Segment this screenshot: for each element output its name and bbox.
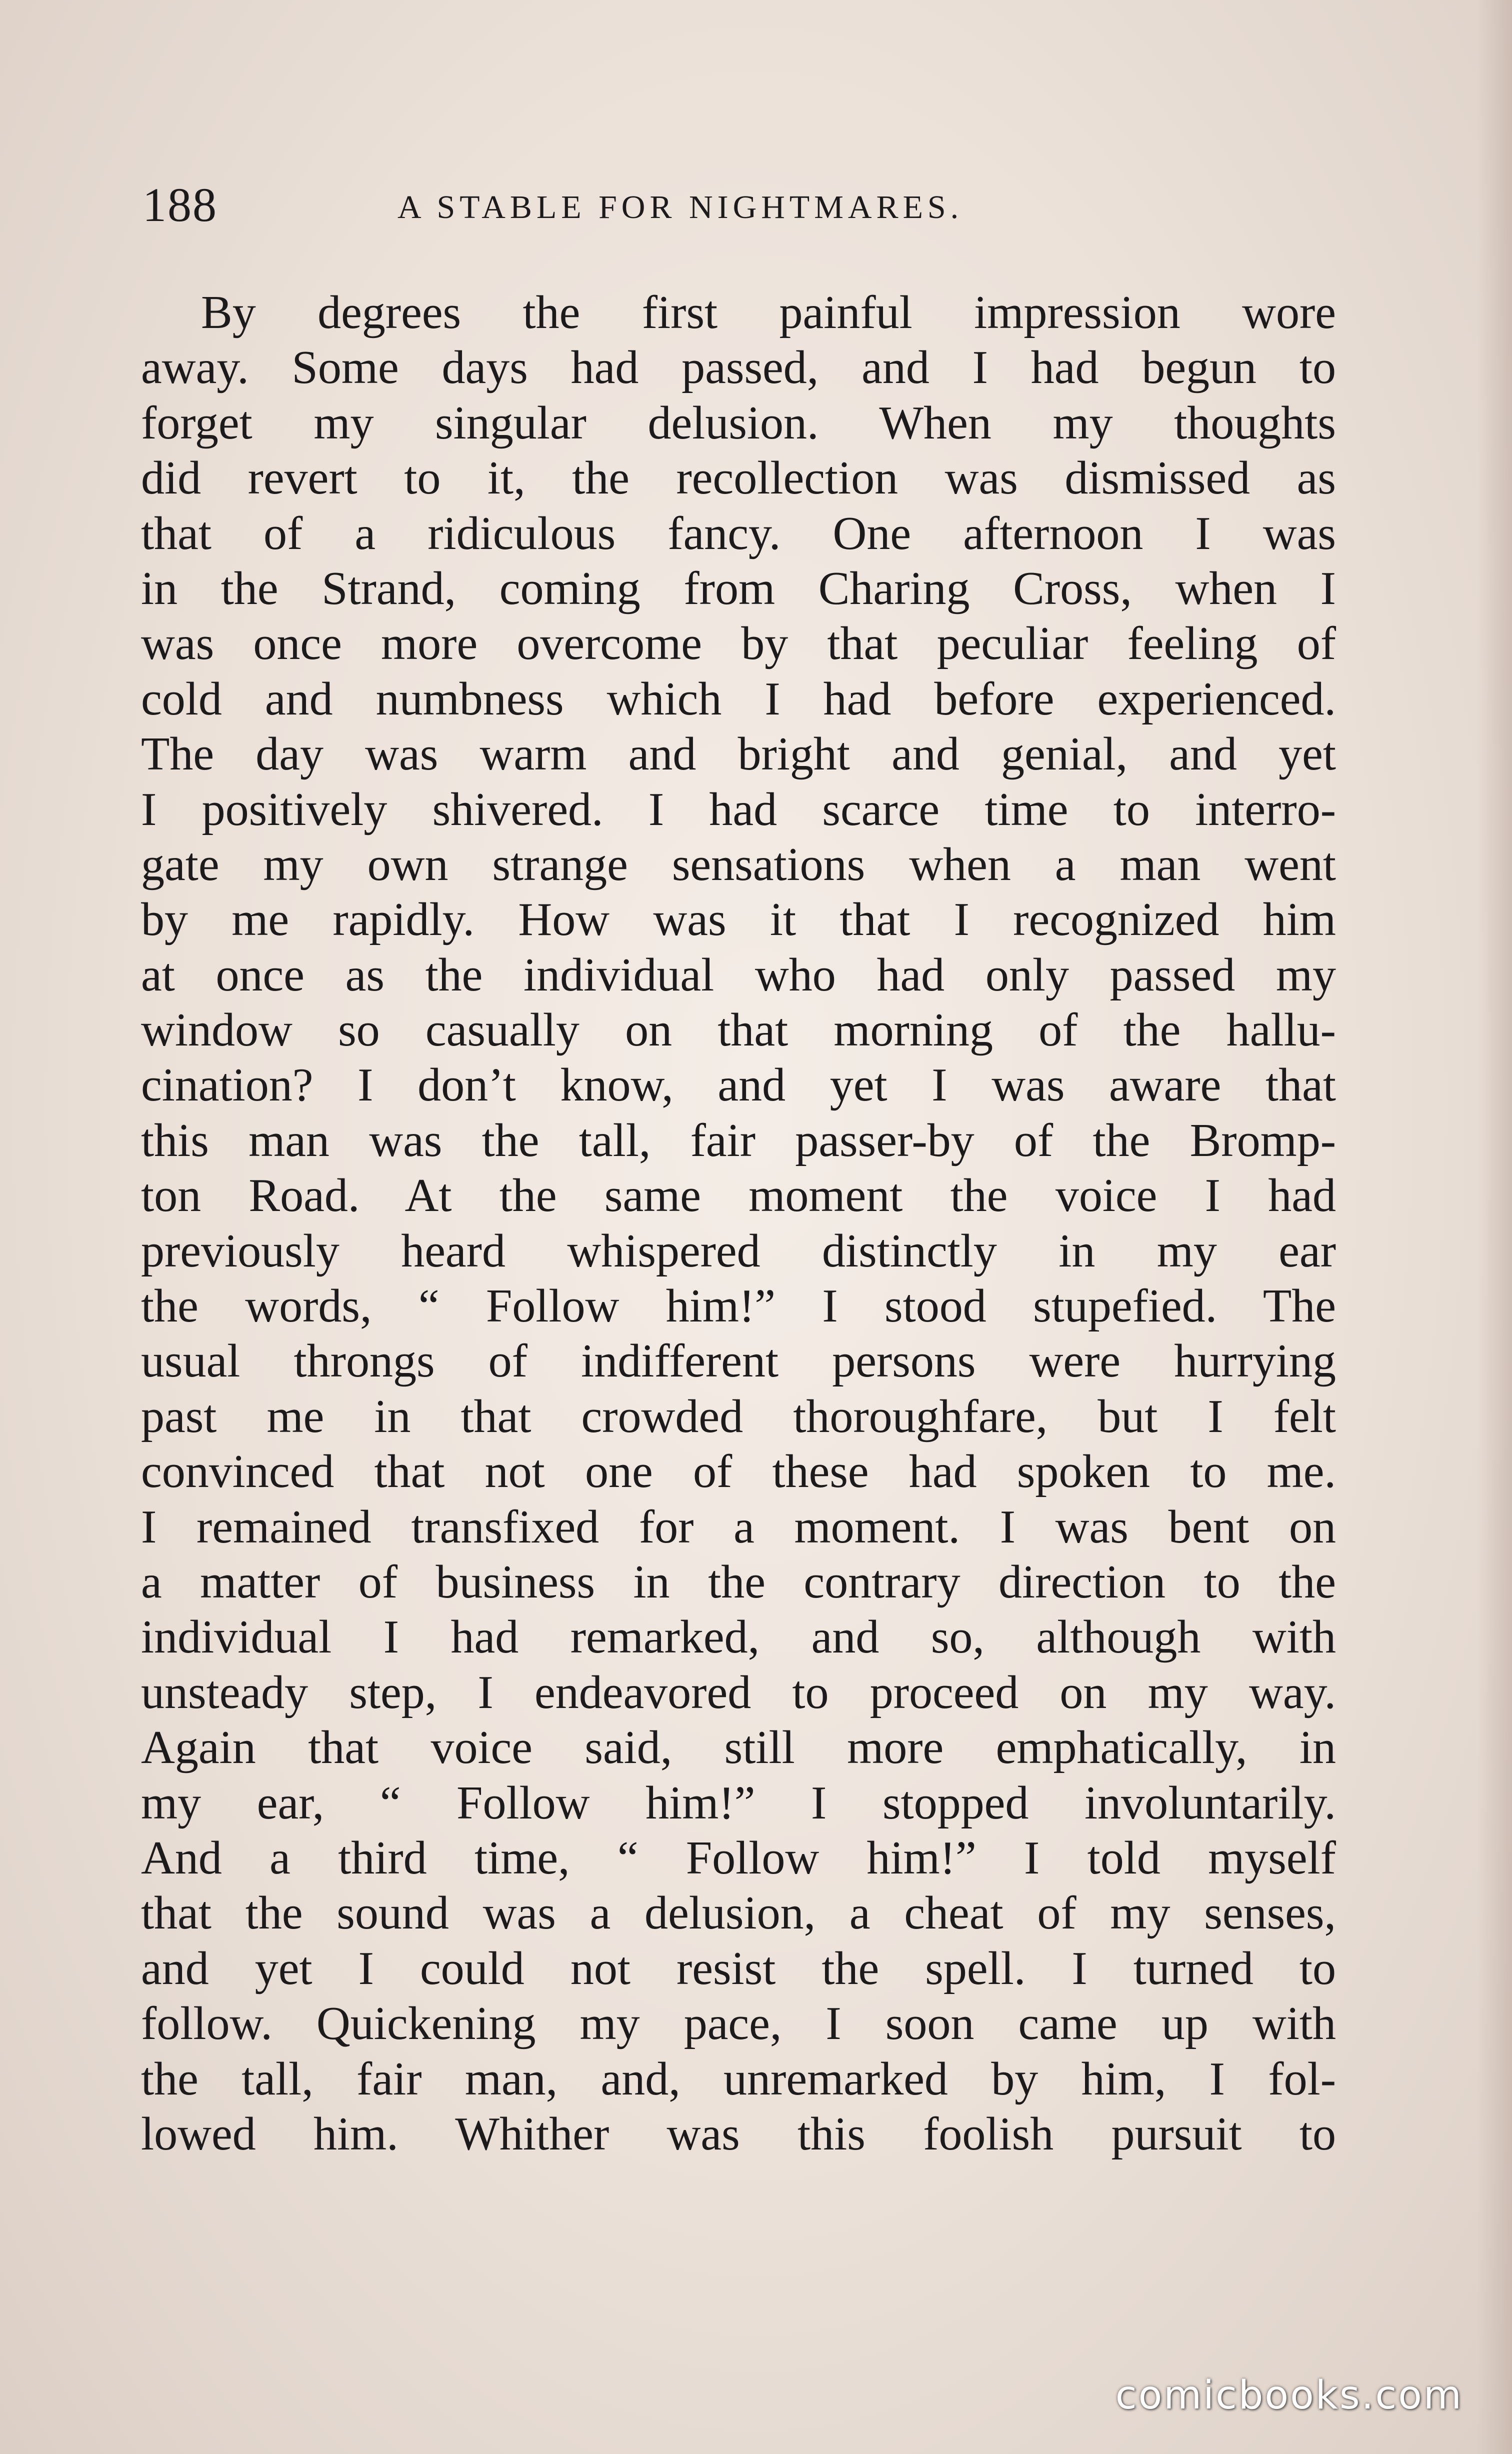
- running-head: A STABLE FOR NIGHTMARES.: [398, 189, 964, 226]
- text-line: I remained transfixed for a moment. I was bent on: [141, 1500, 1336, 1553]
- text-line: The day was warm and bright and genial, and yet: [141, 728, 1336, 780]
- text-line: By degrees the first painful impression wore: [201, 286, 1336, 338]
- body-text: [141, 285, 1336, 2162]
- text-line: window so casually on that morning of the hallu-: [141, 1004, 1336, 1056]
- text-line: gate my own strange sensations when a man went: [141, 838, 1336, 890]
- text-line: that the sound was a delusion, a cheat of my senses,: [141, 1887, 1336, 1940]
- text-line: away. Some days had passed, and I had begun to: [141, 342, 1336, 394]
- text-line: by me rapidly. How was it that I recognized him: [141, 894, 1336, 946]
- text-line: that of a ridiculous fancy. One afternoon I was: [141, 507, 1336, 560]
- text-line: lowed him. Whither was this foolish pursuit to: [141, 2108, 1336, 2160]
- text-line: in the Strand, coming from Charing Cross, when I: [141, 562, 1336, 614]
- text-line: unsteady step, I endeavored to proceed on my way.: [141, 1666, 1336, 1718]
- text-line: forget my singular delusion. When my thoughts: [141, 396, 1336, 449]
- text-line: a matter of business in the contrary direction to the: [141, 1556, 1336, 1608]
- text-line: previously heard whispered distinctly in my ear: [141, 1224, 1336, 1277]
- text-line: cold and numbness which I had before experienced.: [141, 672, 1336, 725]
- text-line: past me in that crowded thoroughfare, but I felt: [141, 1390, 1336, 1442]
- text-line: And a third time, “ Follow him!” I told myself: [141, 1832, 1336, 1884]
- text-line: the tall, fair man, and, unremarked by him, I fol-: [141, 2052, 1336, 2105]
- text-line: ton Road. At the same moment the voice I had: [141, 1170, 1336, 1222]
- text-line: at once as the individual who had only passed my: [141, 948, 1336, 1001]
- text-line: this man was the tall, fair passer-by of the Bromp-: [141, 1114, 1336, 1166]
- text-line: Again that voice said, still more emphatically, in: [141, 1722, 1336, 1774]
- watermark: comicbooks.com: [1115, 2373, 1463, 2418]
- page-number: 188: [142, 178, 218, 232]
- text-line: I positively shivered. I had scarce time to interro-: [141, 783, 1336, 836]
- text-line: my ear, “ Follow him!” I stopped involuntarily.: [141, 1776, 1336, 1829]
- page-header: [142, 170, 1332, 240]
- page-edge-shadow: [1477, 0, 1512, 2454]
- text-line: cination? I don’t know, and yet I was aware that: [141, 1059, 1336, 1112]
- text-line: the words, “ Follow him!” I stood stupefied. The: [141, 1280, 1336, 1332]
- text-line: convinced that not one of these had spoken to me.: [141, 1446, 1336, 1498]
- text-line: usual throngs of indifferent persons were hurrying: [141, 1335, 1336, 1388]
- text-line: was once more overcome by that peculiar feeling of: [141, 618, 1336, 670]
- text-line: individual I had remarked, and so, although with: [141, 1611, 1336, 1664]
- text-line: did revert to it, the recollection was dismissed as: [141, 452, 1336, 504]
- text-line: and yet I could not resist the spell. I turned to: [141, 1942, 1336, 1994]
- text-line: follow. Quickening my pace, I soon came up with: [141, 1998, 1336, 2050]
